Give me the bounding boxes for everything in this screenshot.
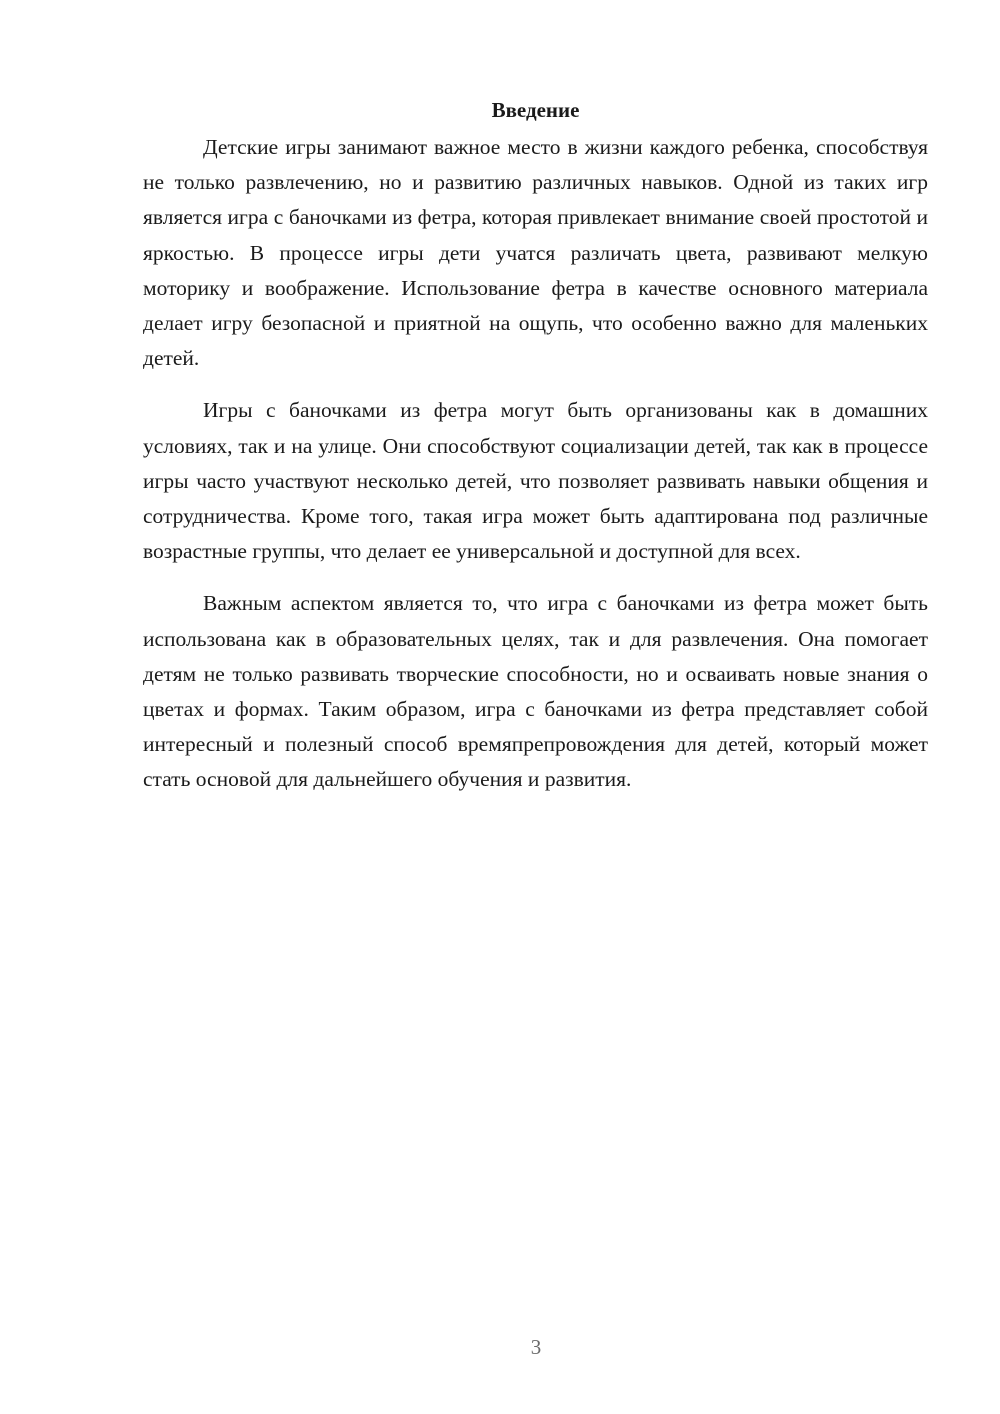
page-number: 3: [530, 1335, 542, 1359]
paragraph-1: Детские игры занимают важное место в жизни каждого ребенка, способствуя не только развлечению, но и развитию различных навыков. Одной из таких игр является игра с баночками из фетра, которая привлекает внимание своей простотой и яркостью. В процессе игры дети учатся различать цвета, развивают мелкую моторику и воображение. Использование фетра в качестве основного материала делает игру безопасной и приятной на ощупь, что особенно важно для маленьких детей.: [143, 135, 928, 371]
paragraph-3: Важным аспектом является то, что игра с баночками из фетра может быть использована как в образовательных целях, так и для развлечения. Она помогает детям не только развивать творческие способности, но и осваивать новые знания о цветах и формах. Таким образом, игра с баночками из фетра представляет собой интересный и полезный способ времяпрепровождения для детей, который может стать основой для дальнейшего обучения и развития.: [143, 591, 928, 792]
paragraph-2: Игры с баночками из фетра могут быть организованы как в домашних условиях, так и на улице. Они способствуют социализации детей, так как в процессе игры часто участвуют несколько детей, что позволяет развивать навыки общения и сотрудничества. Кроме того, такая игра может быть адаптирована под различные возрастные группы, что делает ее универсальной и доступной для всех.: [143, 398, 928, 564]
document-body: [143, 92, 928, 815]
section-title: Введение: [491, 98, 580, 122]
